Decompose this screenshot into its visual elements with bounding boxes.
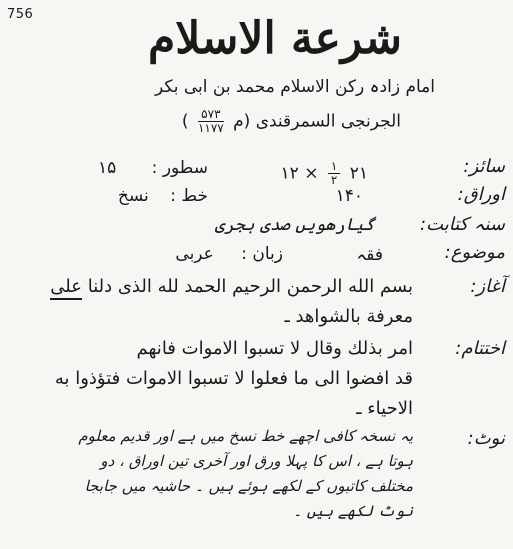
subject-label: موضوع: xyxy=(444,242,505,263)
explicit-text: امر بذلك وقال لا تسبوا الاموات فانهم قد افضوا الى ما فعلوا لا تسبوا الاموات فتؤذوا به الاحياء ـ xyxy=(54,338,413,419)
script-value: نسخ xyxy=(117,186,149,206)
language-label: زبان xyxy=(252,244,283,264)
note-text: یہ نسخہ کافی اچھے خط نسخ میں ہے اور قدیم معلوم ہوتا ہے ، اس کا پہلا ورق اور آخری تین اوراق ، دو مختلف کاتبوں کے لکھے ہوئے ہیں ۔ حاشیہ میں جابجا نوٹ لکھے ہیں ۔ xyxy=(78,427,413,520)
lines-field: سطور : ۱۵ xyxy=(98,158,208,178)
author-paren-close: ) xyxy=(181,111,189,132)
copy-date-label: سنہ کتابت: xyxy=(419,214,505,235)
size-label: سائز: xyxy=(463,156,505,177)
size-value: ۲۱ $\frac{۱}{۲}$ × ۱۲ xyxy=(280,159,368,187)
manuscript-title: شرعة الاسلام xyxy=(148,13,402,64)
subject-value: فقہ xyxy=(356,245,383,265)
script-field: خط : نسخ xyxy=(117,186,208,206)
folios-label: اوراق: xyxy=(457,184,505,205)
death-date-fraction xyxy=(198,108,224,135)
folios-value: ۱۴۰ xyxy=(335,186,363,206)
incipit-text: بسم الله الرحمن الرحيم الحمد لله الذی دلنا علی معرفة بالشواهد ـ xyxy=(50,276,413,327)
language-value: عربی xyxy=(175,244,214,264)
incipit-label: آغاز: xyxy=(470,276,505,297)
death-year-ce: ۱۱۷۷ xyxy=(197,121,224,135)
lines-value: ۱۵ xyxy=(98,158,117,178)
page-number: 756 xyxy=(7,7,34,22)
script-label: خط xyxy=(181,186,208,206)
explicit-label: اختتام: xyxy=(455,338,505,359)
author-name: امام زادہ رکن الاسلام محمد بن ابی بکر xyxy=(154,77,435,97)
incipit-underlined: علی xyxy=(50,276,82,300)
death-year-hijri: ۵۷۳ xyxy=(198,108,223,122)
copy-date-value: گیارھویں صدی ہجری xyxy=(214,215,375,235)
language-field: زبان : عربی xyxy=(175,244,283,264)
lines-label: سطور xyxy=(162,158,208,178)
author-nisba-dates xyxy=(81,108,401,135)
author-nisba: الجرنجی السمرقندی (م xyxy=(233,111,401,132)
note-label: نوٹ: xyxy=(467,428,505,449)
